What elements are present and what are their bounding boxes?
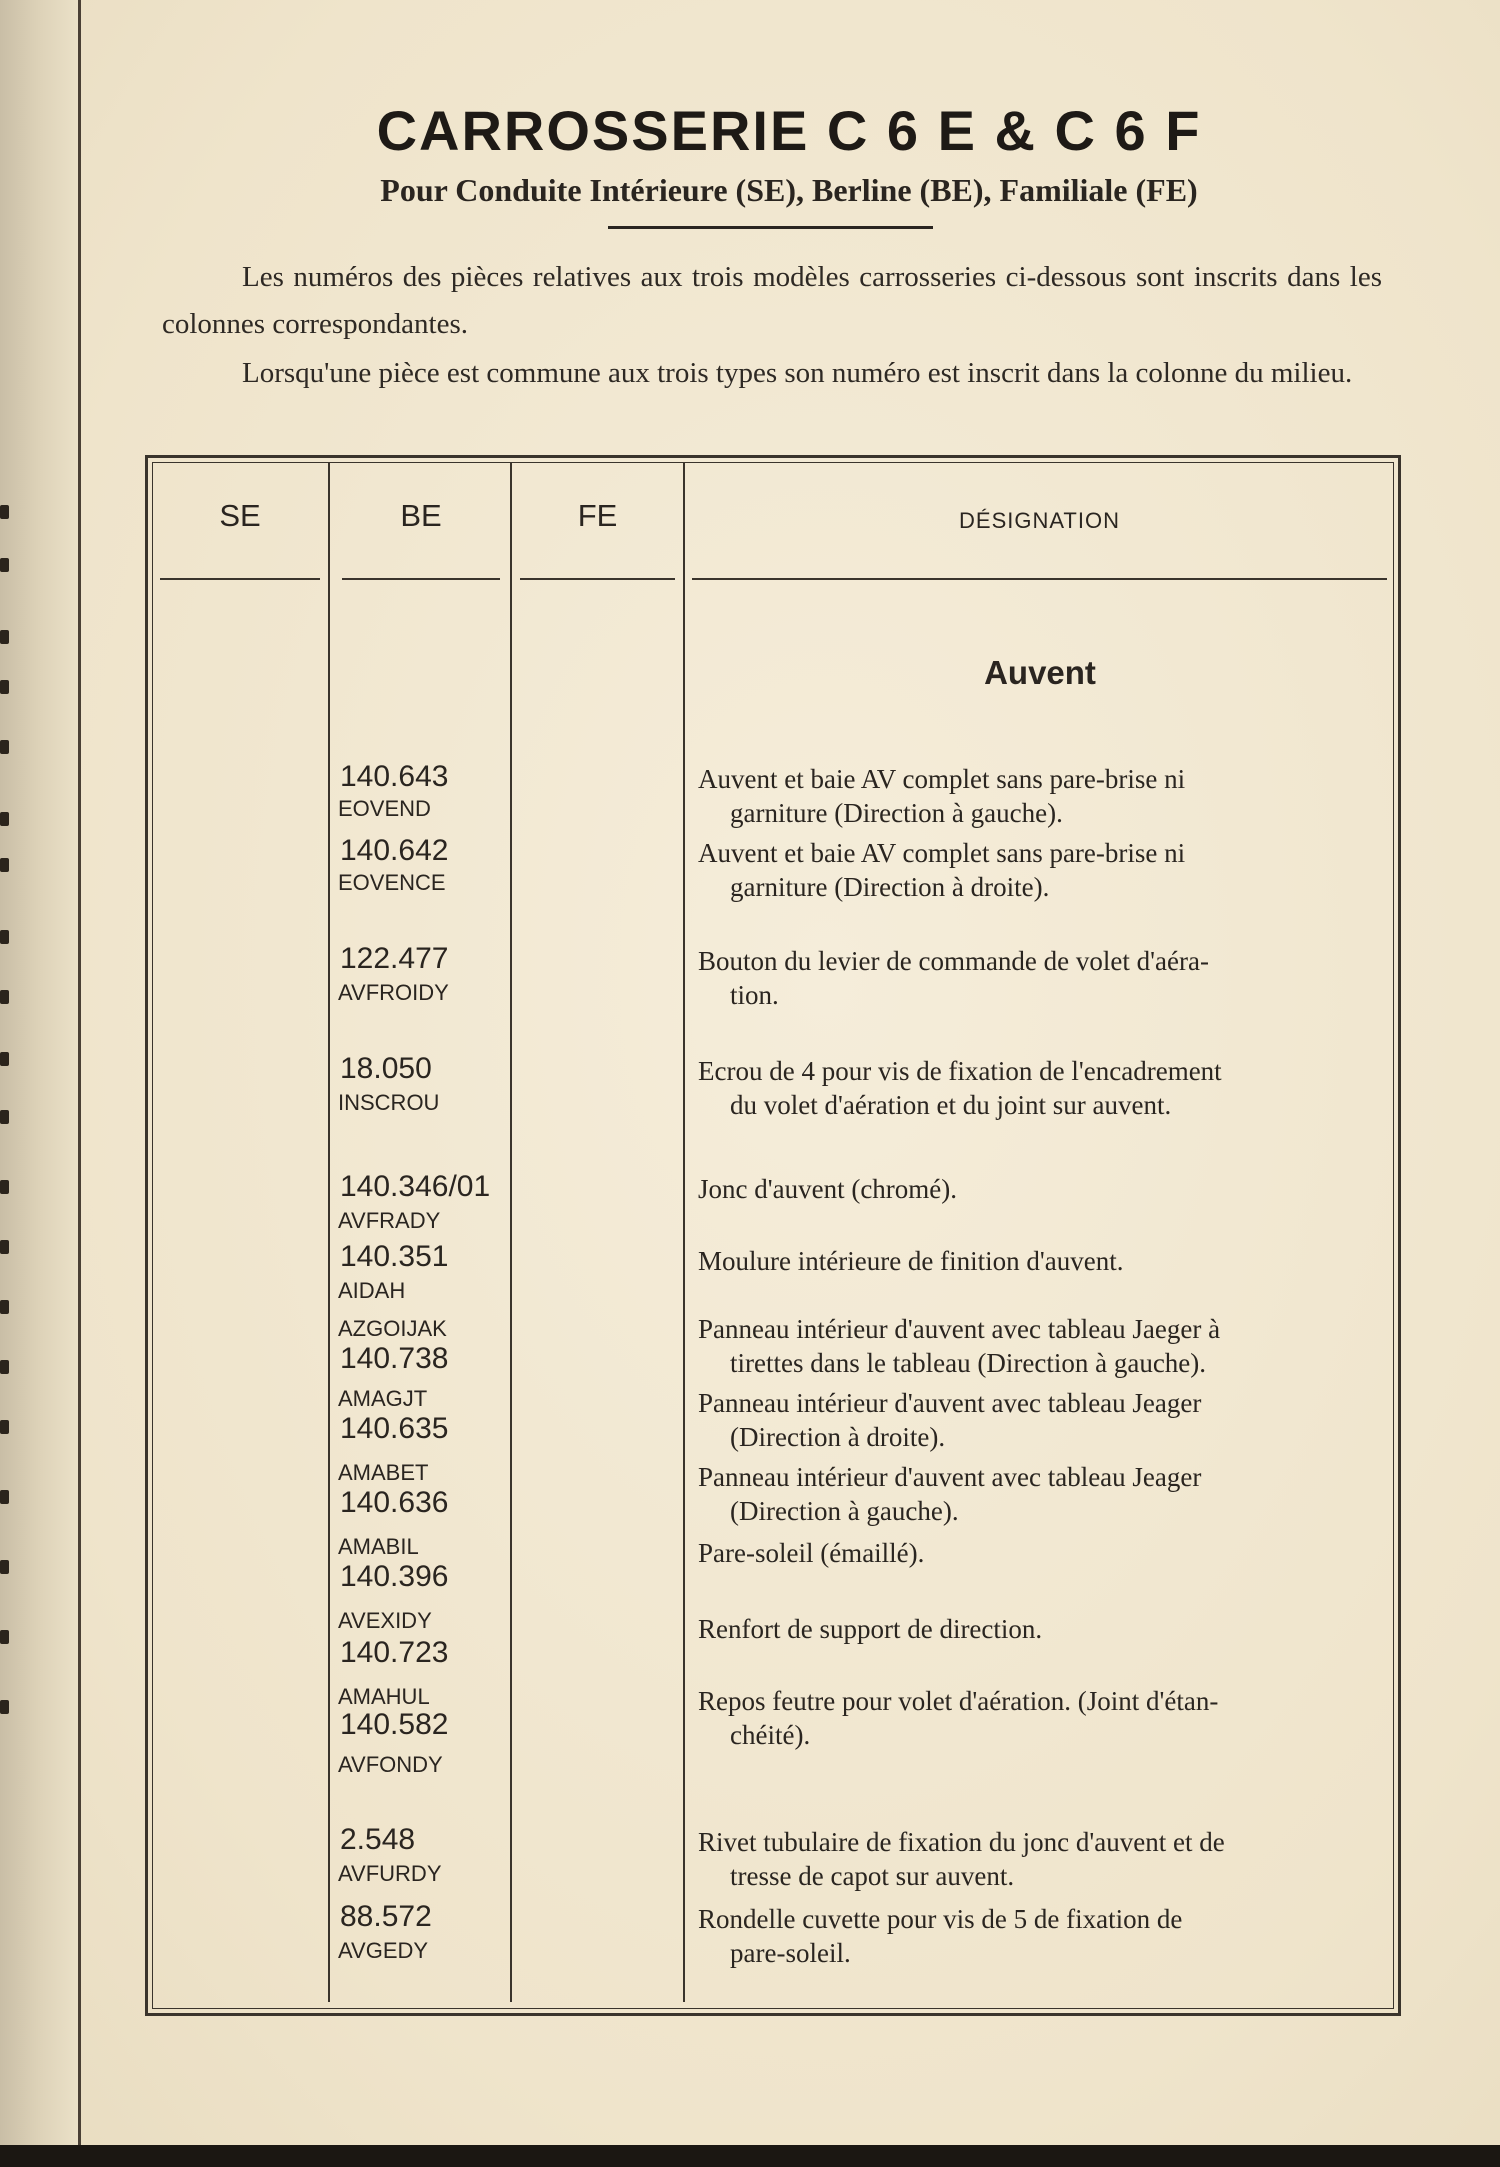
part-code: AMABET xyxy=(338,1460,429,1485)
part-designation: Panneau intérieur d'auvent avec tableau Jeager (Direction à gauche). xyxy=(698,1462,1202,1526)
part-designation: Panneau intérieur d'auvent avec tableau Jeager (Direction à droite). xyxy=(698,1388,1202,1452)
page-subtitle: Pour Conduite Intérieure (SE), Berline (BE), Familiale (FE) xyxy=(380,172,1198,208)
column-header-fe: FE xyxy=(577,498,618,533)
part-code: AVFRADY xyxy=(338,1208,441,1233)
part-code: AVFROIDY xyxy=(338,980,449,1005)
part-designation: Auvent et baie AV complet sans pare-brise ni garniture (Direction à gauche). xyxy=(698,764,1186,828)
part-designation: Renfort de support de direction. xyxy=(698,1614,1043,1644)
part-designation: Pare-soleil (émaillé). xyxy=(698,1538,925,1568)
part-number: 140.723 xyxy=(340,1636,449,1669)
part-number: 140.643 xyxy=(340,760,449,793)
intro-paragraph: Les numéros des pièces relatives aux trois modèles carrosseries ci-dessous sont inscrits dans les colonnes correspondantes. xyxy=(162,261,1382,340)
part-code: AVFURDY xyxy=(338,1861,442,1886)
part-number: 140.636 xyxy=(340,1486,449,1519)
part-code: AVEXIDY xyxy=(338,1608,432,1633)
intro-paragraph: Lorsqu'une pièce est commune aux trois types son numéro est inscrit dans la colonne du milieu. xyxy=(242,357,1353,389)
part-code: AVGEDY xyxy=(338,1938,429,1963)
column-header-se: SE xyxy=(219,498,261,533)
part-designation: Rondelle cuvette pour vis de 5 de fixation de pare-soleil. xyxy=(698,1904,1183,1968)
part-code: AIDAH xyxy=(338,1278,406,1303)
part-code: AZGOIJAK xyxy=(338,1316,447,1341)
part-code: AMAHUL xyxy=(338,1684,430,1709)
part-code: EOVEND xyxy=(338,796,431,821)
part-designation: Ecrou de 4 pour vis de fixation de l'encadrement du volet d'aération et du joint sur auvent. xyxy=(698,1056,1222,1120)
part-code: INSCROU xyxy=(338,1090,440,1115)
part-code: AMAGJT xyxy=(338,1386,428,1411)
part-number: 2.548 xyxy=(340,1823,416,1856)
part-designation: Repos feutre pour volet d'aération. (Joint d'étan- chéité). xyxy=(698,1686,1219,1750)
part-number: 140.351 xyxy=(340,1240,449,1273)
part-number: 122.477 xyxy=(340,942,449,975)
column-header-designation: DÉSIGNATION xyxy=(959,508,1120,533)
part-designation: Rivet tubulaire de fixation du jonc d'auvent et de tresse de capot sur auvent. xyxy=(698,1827,1225,1891)
part-designation: Panneau intérieur d'auvent avec tableau Jaeger à tirettes dans le tableau (Direction à gauche). xyxy=(698,1314,1221,1378)
part-number: 140.582 xyxy=(340,1708,449,1741)
part-designation: Moulure intérieure de finition d'auvent. xyxy=(698,1246,1124,1276)
part-number: 88.572 xyxy=(340,1900,432,1933)
part-code: AMABIL xyxy=(338,1534,419,1559)
section-title: Auvent xyxy=(984,654,1096,691)
part-number: 140.642 xyxy=(340,834,449,867)
part-code: AVFONDY xyxy=(338,1752,443,1777)
part-number: 140.346/01 xyxy=(340,1170,491,1203)
part-number: 140.635 xyxy=(340,1412,449,1445)
part-number: 18.050 xyxy=(340,1052,432,1085)
page-title: CARROSSERIE C 6 E & C 6 F xyxy=(376,99,1202,162)
part-code: EOVENCE xyxy=(338,870,446,895)
part-number: 140.396 xyxy=(340,1560,449,1593)
part-designation: Jonc d'auvent (chromé). xyxy=(698,1174,958,1204)
part-designation: Auvent et baie AV complet sans pare-brise ni garniture (Direction à droite). xyxy=(698,838,1186,902)
part-designation: Bouton du levier de commande de volet d'aéra- tion. xyxy=(698,946,1209,1010)
part-number: 140.738 xyxy=(340,1342,449,1375)
column-header-be: BE xyxy=(400,498,442,533)
